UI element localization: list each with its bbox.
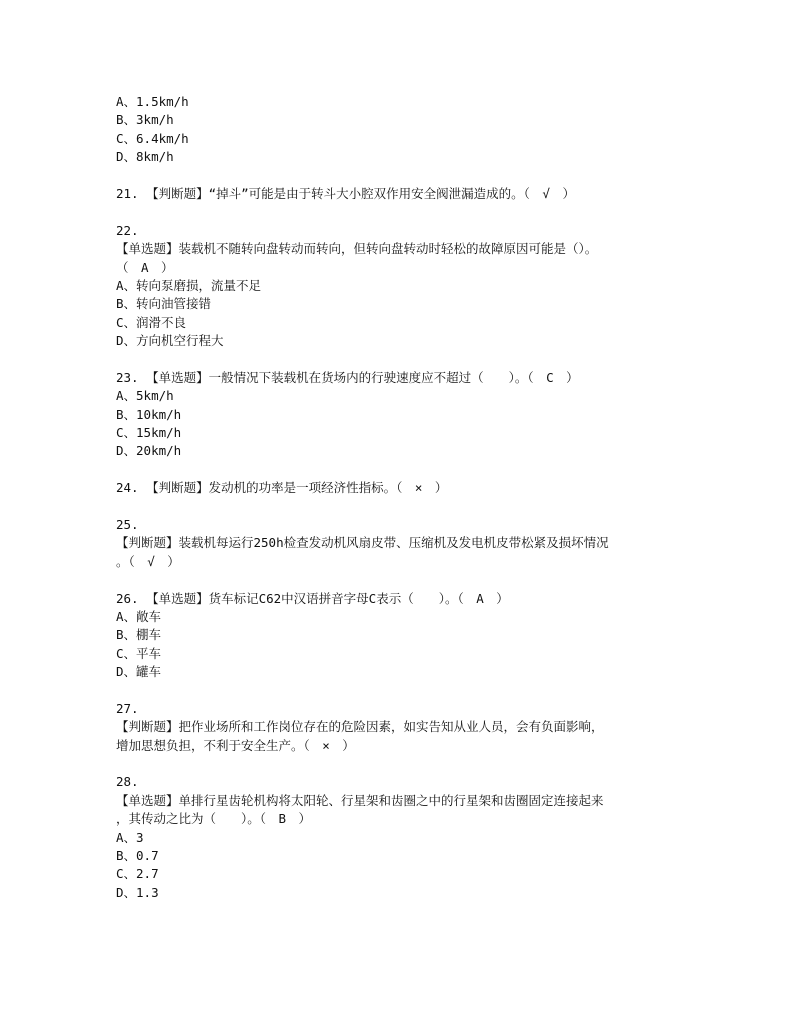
question-text: 【判断题】把作业场所和工作岗位存在的危险因素，如实告知从业人员，会有负面影响， bbox=[116, 719, 604, 735]
option-c: C、平车 bbox=[116, 645, 162, 661]
question-answer: 增加思想负担，不利于安全生产。（ × ） bbox=[116, 737, 355, 753]
question-number: 24. bbox=[116, 480, 139, 496]
question-number: 22. bbox=[116, 222, 139, 238]
option-b: B、0.7 bbox=[116, 848, 159, 864]
question-number: 27. bbox=[116, 700, 139, 716]
question-23 bbox=[116, 369, 686, 461]
question-27 bbox=[116, 700, 686, 755]
option-d: D、方向机空行程大 bbox=[116, 333, 224, 349]
option-c: C、润滑不良 bbox=[116, 314, 187, 330]
question-26 bbox=[116, 590, 686, 682]
question-answer: （ A ） bbox=[116, 259, 174, 275]
question-text: 【判断题】装载机每运行250h检查发动机风扇皮带、压缩机及发电机皮带松紧及损坏情况 bbox=[116, 535, 609, 551]
option-b: B、转向油管接错 bbox=[116, 296, 212, 312]
question-number: 21. bbox=[116, 185, 139, 201]
option-a: A、3 bbox=[116, 829, 144, 845]
exam-page bbox=[116, 93, 686, 902]
question-text: 26. 【单选题】货车标记C62中汉语拼音字母C表示（ ）。（ A ） bbox=[116, 590, 509, 606]
option-c: C、2.7 bbox=[116, 866, 159, 882]
option-d: D、8km/h bbox=[116, 149, 174, 165]
question-text: 23. 【单选题】一般情况下装载机在货场内的行驶速度应不超过（ ）。（ C ） bbox=[116, 369, 579, 385]
question-text: 【单选题】装载机不随转向盘转动而转向，但转向盘转动时轻松的故障原因可能是（）。 bbox=[116, 241, 598, 257]
question-answer: ，其传动之比为（ ）。（ B ） bbox=[116, 811, 312, 827]
option-a: A、敞车 bbox=[116, 608, 162, 624]
option-d: D、20km/h bbox=[116, 443, 182, 459]
option-a: A、转向泵磨损，流量不足 bbox=[116, 277, 262, 293]
question-21 bbox=[116, 185, 686, 203]
question-number: 25. bbox=[116, 516, 139, 532]
question-25 bbox=[116, 516, 686, 571]
option-a: A、5km/h bbox=[116, 388, 174, 404]
question-number: 28. bbox=[116, 774, 139, 790]
option-d: D、罐车 bbox=[116, 664, 162, 680]
option-b: B、棚车 bbox=[116, 627, 162, 643]
option-c: C、15km/h bbox=[116, 425, 182, 441]
option-a: A、1.5km/h bbox=[116, 94, 189, 109]
question-24 bbox=[116, 479, 686, 497]
option-b: B、10km/h bbox=[116, 406, 182, 422]
question-28 bbox=[116, 773, 686, 902]
question-number: 26. bbox=[116, 590, 139, 606]
question-text: 21. 【判断题】“掉斗”可能是由于转斗大小腔双作用安全阀泄漏造成的。（ √ ） bbox=[116, 185, 575, 201]
question-text: 【单选题】单排行星齿轮机构将太阳轮、行星架和齿圈之中的行星架和齿圈固定连接起来 bbox=[116, 792, 604, 808]
option-d: D、1.3 bbox=[116, 884, 159, 900]
option-b: B、3km/h bbox=[116, 112, 174, 128]
option-c: C、6.4km/h bbox=[116, 130, 189, 146]
question-text: 24. 【判断题】发动机的功率是一项经济性指标。（ × ） bbox=[116, 480, 448, 496]
previous-question-options bbox=[116, 93, 686, 167]
question-answer: 。（ √ ） bbox=[116, 553, 180, 569]
question-number: 23. bbox=[116, 369, 139, 385]
question-22 bbox=[116, 222, 686, 351]
